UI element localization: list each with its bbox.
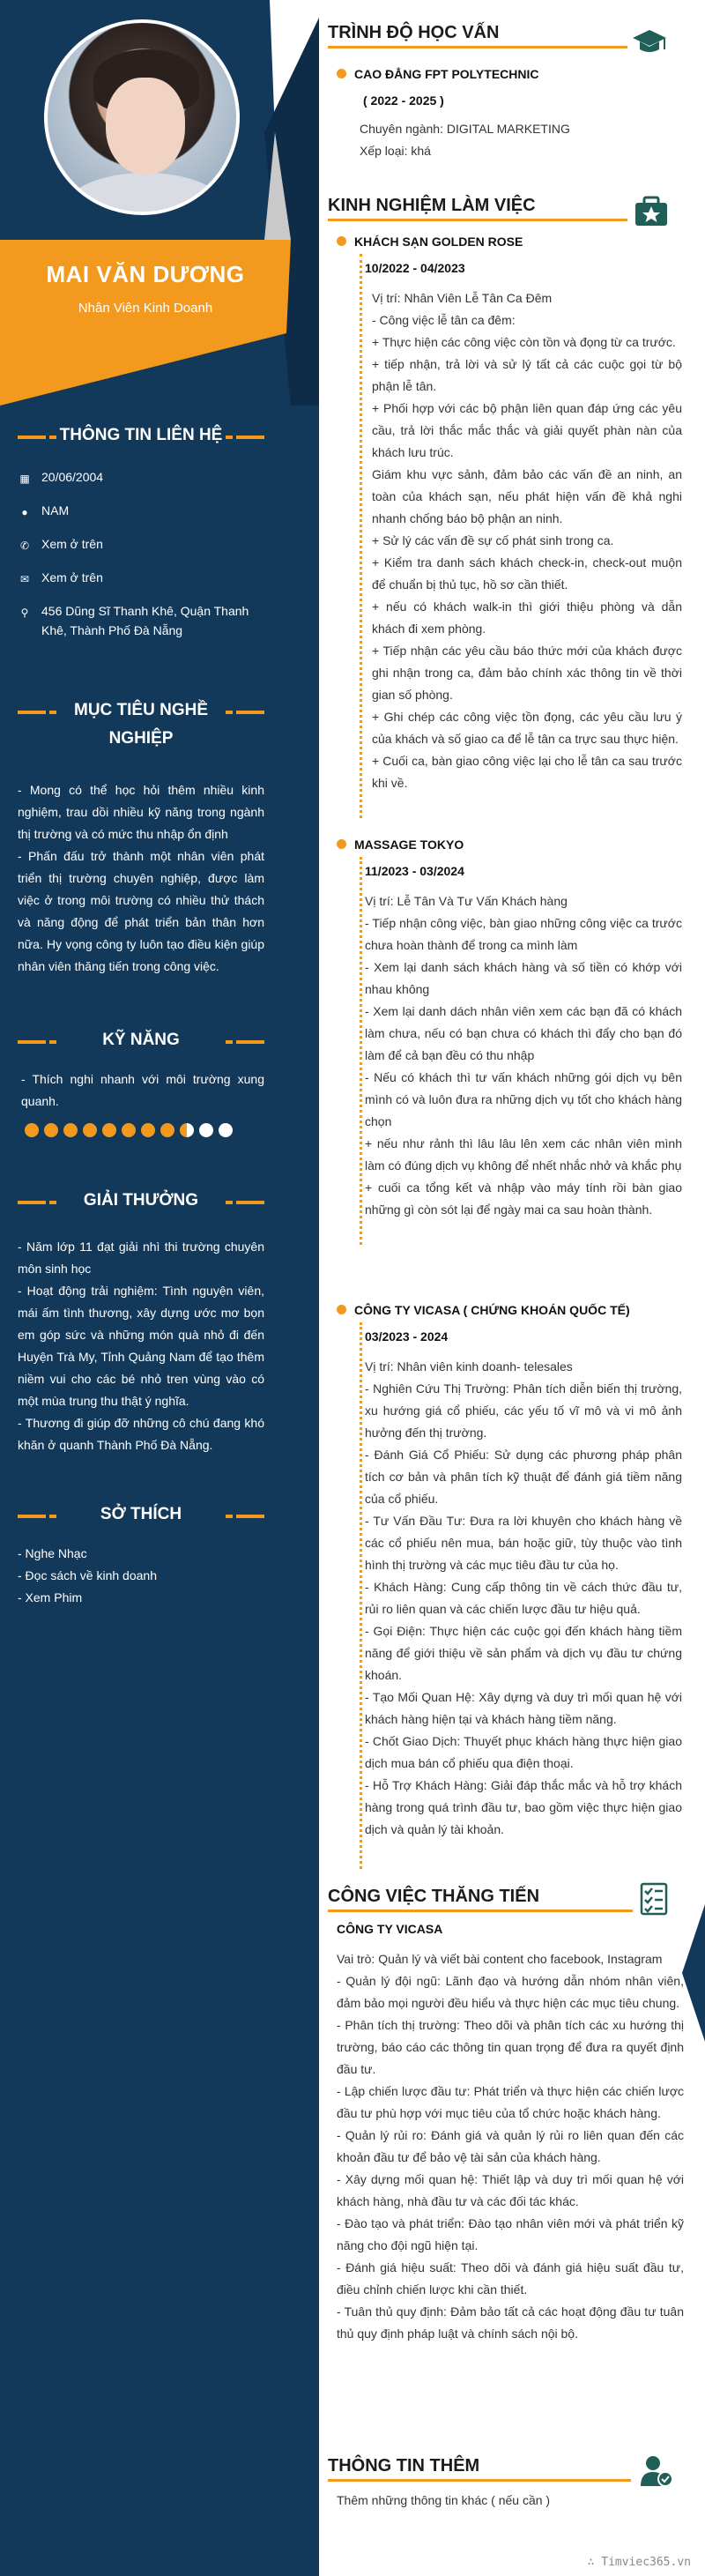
job-line: - Tạo Mối Quan Hệ: Xây dựng và duy trì mối quan hệ với khách hàng hiện tại và khách hàng tiềm năng. (365, 1690, 682, 1726)
promotion-company: CÔNG TY VICASA (337, 1922, 443, 1936)
skill-rating-dot (141, 1123, 155, 1137)
sidebar (0, 0, 319, 2576)
job-line: - Công việc lễ tân ca đêm: (372, 313, 516, 327)
job-line: + nếu như rảnh thì lâu lâu lên xem các nhân viên mình làm có đúng dịch vụ không để nhết nhắc nhở và khắc phụ (365, 1136, 682, 1173)
job-line: - Đánh Giá Cổ Phiếu: Sử dụng các phương pháp phân tích cơ bản và phân tích kỹ thuật để đánh giá tiềm năng của cổ phiếu. (365, 1448, 682, 1506)
awards-heading: GIẢI THƯỞNG (18, 1187, 264, 1215)
education-period: ( 2022 - 2025 ) (363, 93, 444, 108)
calendar-icon: ▦ (19, 473, 30, 485)
education-details (360, 118, 677, 162)
job-line: Vị trí: Lễ Tân Và Tư Vấn Khách hàng (365, 894, 568, 908)
contact-gender: ● NAM (18, 501, 273, 520)
phone-icon: ✆ (19, 540, 30, 552)
promotion-line: - Đánh giá hiệu suất: Theo dõi và đánh giá hiệu suất đầu tư, điều chỉnh chiến lược khi cần thiết. (337, 2260, 684, 2297)
timeline-dot (337, 69, 346, 78)
promotion-line: - Quản lý đội ngũ: Lãnh đạo và hướng dẫn nhóm nhân viên, đảm bảo mọi người đều hiểu và thực hiện các mục tiêu chung. (337, 1974, 684, 2010)
skill-rating-dot (44, 1123, 58, 1137)
education-school: CAO ĐẲNG FPT POLYTECHNIC (354, 67, 539, 81)
skill-rating-dot (219, 1123, 233, 1137)
skill-rating-dot (180, 1123, 194, 1137)
hobby-item: - Nghe Nhạc (18, 1546, 87, 1560)
job-line: - Tiếp nhận công việc, bàn giao những công việc ca trước chưa hoàn thành để trong ca mình làm (365, 916, 682, 952)
job-line: - Tư Vấn Đầu Tư: Đưa ra lời khuyên cho khách hàng về các cổ phiếu nên mua, bán hoặc giữ, tùy thuộc vào tình hình thị trường và các mục tiêu đầu tư của họ. (365, 1514, 682, 1572)
extra-text: Thêm những thông tin khác ( nếu cần ) (337, 2493, 551, 2507)
job-period: 03/2023 - 2024 (365, 1329, 449, 1344)
job-line: - Chốt Giao Dịch: Thuyết phục khách hàng thực hiện giao dịch mua bán cổ phiếu qua điện thoại. (365, 1734, 682, 1770)
candidate-name: MAI VĂN DƯƠNG (46, 261, 245, 287)
objective-paragraph: - Phấn đấu trở thành một nhân viên phát triển thị trường chuyên nghiệp, được làm việc ở trong môi trường có nhiều thử thách và năng động để phát triển bản thân hơn nữa. Hy vọng công ty luôn tạo điều kiện giúp nhân viên thăng tiến trong công việc. (18, 849, 264, 973)
job-line: + Cuối ca, bàn giao công việc lại cho lễ tân ca sau trước khi về. (372, 754, 682, 790)
job-line: Vị trí: Nhân Viên Lễ Tân Ca Đêm (372, 291, 553, 305)
candidate-job-title: Nhân Viên Kinh Doanh (78, 301, 213, 316)
promotion-line: - Xây dựng mối quan hệ: Thiết lập và duy trì mối quan hệ với khách hàng, nhà đầu tư và các đối tác khác. (337, 2172, 684, 2208)
objective-text (18, 779, 264, 978)
decorative-tab (682, 1904, 705, 2042)
skill-item: - Thích nghi nhanh với môi trường xung quanh. (21, 1072, 264, 1108)
job-company: KHÁCH SẠN GOLDEN ROSE (354, 235, 523, 249)
job-description (372, 287, 682, 794)
contact-phone: ✆ Xem ở trên (18, 534, 273, 554)
promotion-line: - Phân tích thị trường: Theo dõi và phân tích các xu hướng thị trường, báo cáo các thông tin quan trọng để đưa ra quyết định đầu tư. (337, 2018, 684, 2076)
skill-rating-dot (199, 1123, 213, 1137)
job-line: + Ghi chép các công việc tồn đọng, các yêu cầu lưu ý của khách và số giao ca để lễ tân ca trực sau thực hiện. (372, 710, 682, 746)
extra-heading: THÔNG TIN THÊM (328, 2456, 480, 2475)
job-description (365, 890, 682, 1221)
job-line: - Khách Hàng: Cung cấp thông tin về cách thức đầu tư, rủi ro liên quan và các chiến lược đầu tư hiệu quả. (365, 1580, 682, 1616)
section-underline (328, 1910, 633, 1912)
promotion-line: Vai trò: Quản lý và viết bài content cho facebook, Instagram (337, 1952, 663, 1966)
job-line: + cuối ca tổng kết và nhập vào máy tính rồi bàn giao những gì còn sót lại để ngày mai ca sau hoàn thành. (365, 1180, 682, 1217)
job-line: + Tiếp nhận các yêu cầu báo thức mới của khách được ghi nhận trong ca, đảm bảo chính xác thông tin về thời gian số phòng. (372, 644, 682, 702)
award-item: - Thương đi giúp đỡ những cô chú đang khó khăn ở quanh Thành Phố Đà Nẵng. (18, 1416, 264, 1452)
timeline-dot (337, 236, 346, 246)
award-item: - Hoạt động trải nghiệm: Tình nguyện viên, mái ấm tình thương, xây dựng ước mơ bọn em góp sức và những món quà nhỏ đi đến Huyện Trà My, Tỉnh Quảng Nam để tạo thêm niềm vui cho các bé nhỏ tren vùng vào có một mùa trung thu thật ý nghĩa. (18, 1284, 264, 1408)
timeline-dot (337, 1305, 346, 1314)
briefcase-star-icon (633, 192, 670, 229)
skill-rating-dot (102, 1123, 116, 1137)
skill-rating-dot (122, 1123, 136, 1137)
skill-rating-dot (25, 1123, 39, 1137)
hobbies-text (18, 1543, 264, 1609)
job-company: CÔNG TY VICASA ( CHỨNG KHOÁN QUỐC TẾ) (354, 1303, 630, 1317)
promotion-description (337, 1948, 684, 2345)
job-line: - Gọi Điện: Thực hiện các cuộc gọi đến khách hàng tiềm năng để giới thiệu về sản phẩm và dịch vụ đầu tư chứng khoán. (365, 1624, 682, 1682)
main-content (319, 0, 705, 2576)
contact-email: ✉ Xem ở trên (18, 568, 273, 587)
envelope-icon: ✉ (19, 573, 30, 585)
job-period: 10/2022 - 04/2023 (365, 261, 465, 275)
awards-text (18, 1236, 264, 1456)
promotion-line: - Tuân thủ quy định: Đảm bảo tất cả các hoạt động đầu tư tuân thủ quy định pháp luật và chính sách nội bộ. (337, 2304, 684, 2341)
promotion-line: - Đào tạo và phát triển: Đào tạo nhân viên mới và phát triển kỹ năng cho đội ngũ hiện tại. (337, 2216, 684, 2252)
checklist-icon (636, 1880, 673, 1917)
job-line: + Phối hợp với các bộ phận liên quan đáp ứng các yêu cầu, trả lời thắc mắc thắc và giải quyết phàn nàn của khách lưu trúc. (372, 401, 682, 459)
skill-rating-dot (83, 1123, 97, 1137)
graduation-cap-icon (631, 23, 668, 60)
job-description (365, 1356, 682, 1841)
map-pin-icon: ⚲ (20, 607, 29, 619)
job-line: Giám khu vực sảnh, đảm bảo các vấn đề an ninh, an toàn của khách sạn, nếu phát hiện vấn đề khả nghi nhanh chống báo bộ phận an ninh. (372, 467, 682, 525)
section-underline (328, 219, 627, 221)
job-company: MASSAGE TOKYO (354, 838, 464, 852)
award-item: - Năm lớp 11 đạt giải nhì thi trường chuyên môn sinh học (18, 1240, 264, 1276)
promotion-line: - Quản lý rủi ro: Đánh giá và quản lý rủi ro liên quan đến các khoản đầu tư để bảo vệ tài sản của khách hàng. (337, 2128, 684, 2164)
promotion-line: - Lập chiến lược đầu tư: Phát triển và thực hiện các chiến lược đầu tư phù hợp với mục tiêu của tổ chức hoặc khách hàng. (337, 2084, 684, 2120)
job-line: - Xem lại danh dách nhân viên xem các bạn đã có khách làm chưa, nếu có bạn chưa có khách thì đẩy cho bạn đó làm để cả bạn đều có thu nhập (365, 1004, 682, 1062)
section-underline (328, 2479, 631, 2482)
hobby-item: - Đọc sách về kinh doanh (18, 1568, 157, 1582)
watermark: ∴ Timviec365.vn (587, 2556, 691, 2569)
education-rank: Xếp loại: khá (360, 144, 431, 158)
job-line: - Nếu có khách thì tư vấn khách những gói dịch vụ bên mình có và luôn đưa ra những dịch vụ tốt cho khách hàng chọn (365, 1070, 682, 1128)
job-line: - Nghiên Cứu Thị Trường: Phân tích diễn biến thị trường, xu hướng giá cổ phiếu, các yếu tố vĩ mô và vi mô ảnh hưởng đến thị trường. (365, 1381, 682, 1440)
timeline-dot (337, 839, 346, 849)
hobby-item: - Xem Phim (18, 1590, 83, 1604)
contact-heading: THÔNG TIN LIÊN HỆ (18, 421, 264, 450)
job-line: + Sử lý các vấn đề sự cố phát sinh trong ca. (372, 533, 614, 547)
job-line: - Xem lại danh sách khách hàng và số tiền có khớp với nhau không (365, 960, 682, 996)
job-line: + tiếp nhận, trả lời và sử lý tất cả các cuộc gọi từ bộ phận lễ tân. (372, 357, 682, 393)
job-line: - Hỗ Trợ Khách Hàng: Giải đáp thắc mắc và hỗ trợ khách hàng trong quá trình đầu tư, bao gồm việc thực hiện giao dịch và quản lý tài khoản. (365, 1778, 682, 1836)
contact-address: ⚲ 456 Dũng Sĩ Thanh Khê, Quận Thanh Khê, Thành Phố Đà Nẵng (18, 601, 273, 640)
user-check-icon (638, 2453, 675, 2490)
skill-rating-dot (63, 1123, 78, 1137)
education-heading: TRÌNH ĐỘ HỌC VẤN (328, 23, 500, 42)
contact-birthday: ▦ 20/06/2004 (18, 467, 273, 487)
job-line: + Kiểm tra danh sách khách check-in, check-out muộn để chuẩn bị thủ tục, hồ sơ cần thiết. (372, 555, 682, 592)
experience-heading: KINH NGHIỆM LÀM VIỆC (328, 196, 536, 215)
education-major: Chuyên ngành: DIGITAL MARKETING (360, 122, 570, 136)
promotion-heading: CÔNG VIỆC THĂNG TIẾN (328, 1887, 540, 1906)
objective-paragraph: - Mong có thể học hỏi thêm nhiều kinh nghiệm, trau dồi nhiều kỹ năng trong ngành thị trường và có mức thu nhập ổn định (18, 783, 264, 841)
timeline-line (360, 254, 362, 818)
job-period: 11/2023 - 03/2024 (365, 864, 464, 878)
timeline-line (360, 1322, 362, 1869)
skills-heading: KỸ NĂNG (18, 1026, 264, 1054)
skill-rating (25, 1123, 233, 1137)
hobbies-heading: SỞ THÍCH (18, 1500, 264, 1529)
person-icon: ● (21, 506, 28, 518)
avatar-photo (44, 19, 240, 215)
skill-rating-dot (160, 1123, 174, 1137)
section-underline (328, 46, 627, 48)
job-line: + Thực hiện các công việc còn tồn và đọng từ ca trước. (372, 335, 676, 349)
skills-text (21, 1068, 264, 1113)
job-line: + nếu có khách walk-in thì giới thiệu phòng và dẫn khách đi xem phòng. (372, 599, 682, 636)
name-block (0, 261, 291, 316)
timeline-line (360, 857, 362, 1245)
job-line: Vị trí: Nhân viên kinh doanh- telesales (365, 1359, 573, 1374)
objective-heading: MỤC TIÊU NGHỀ NGHIỆP (18, 696, 264, 753)
